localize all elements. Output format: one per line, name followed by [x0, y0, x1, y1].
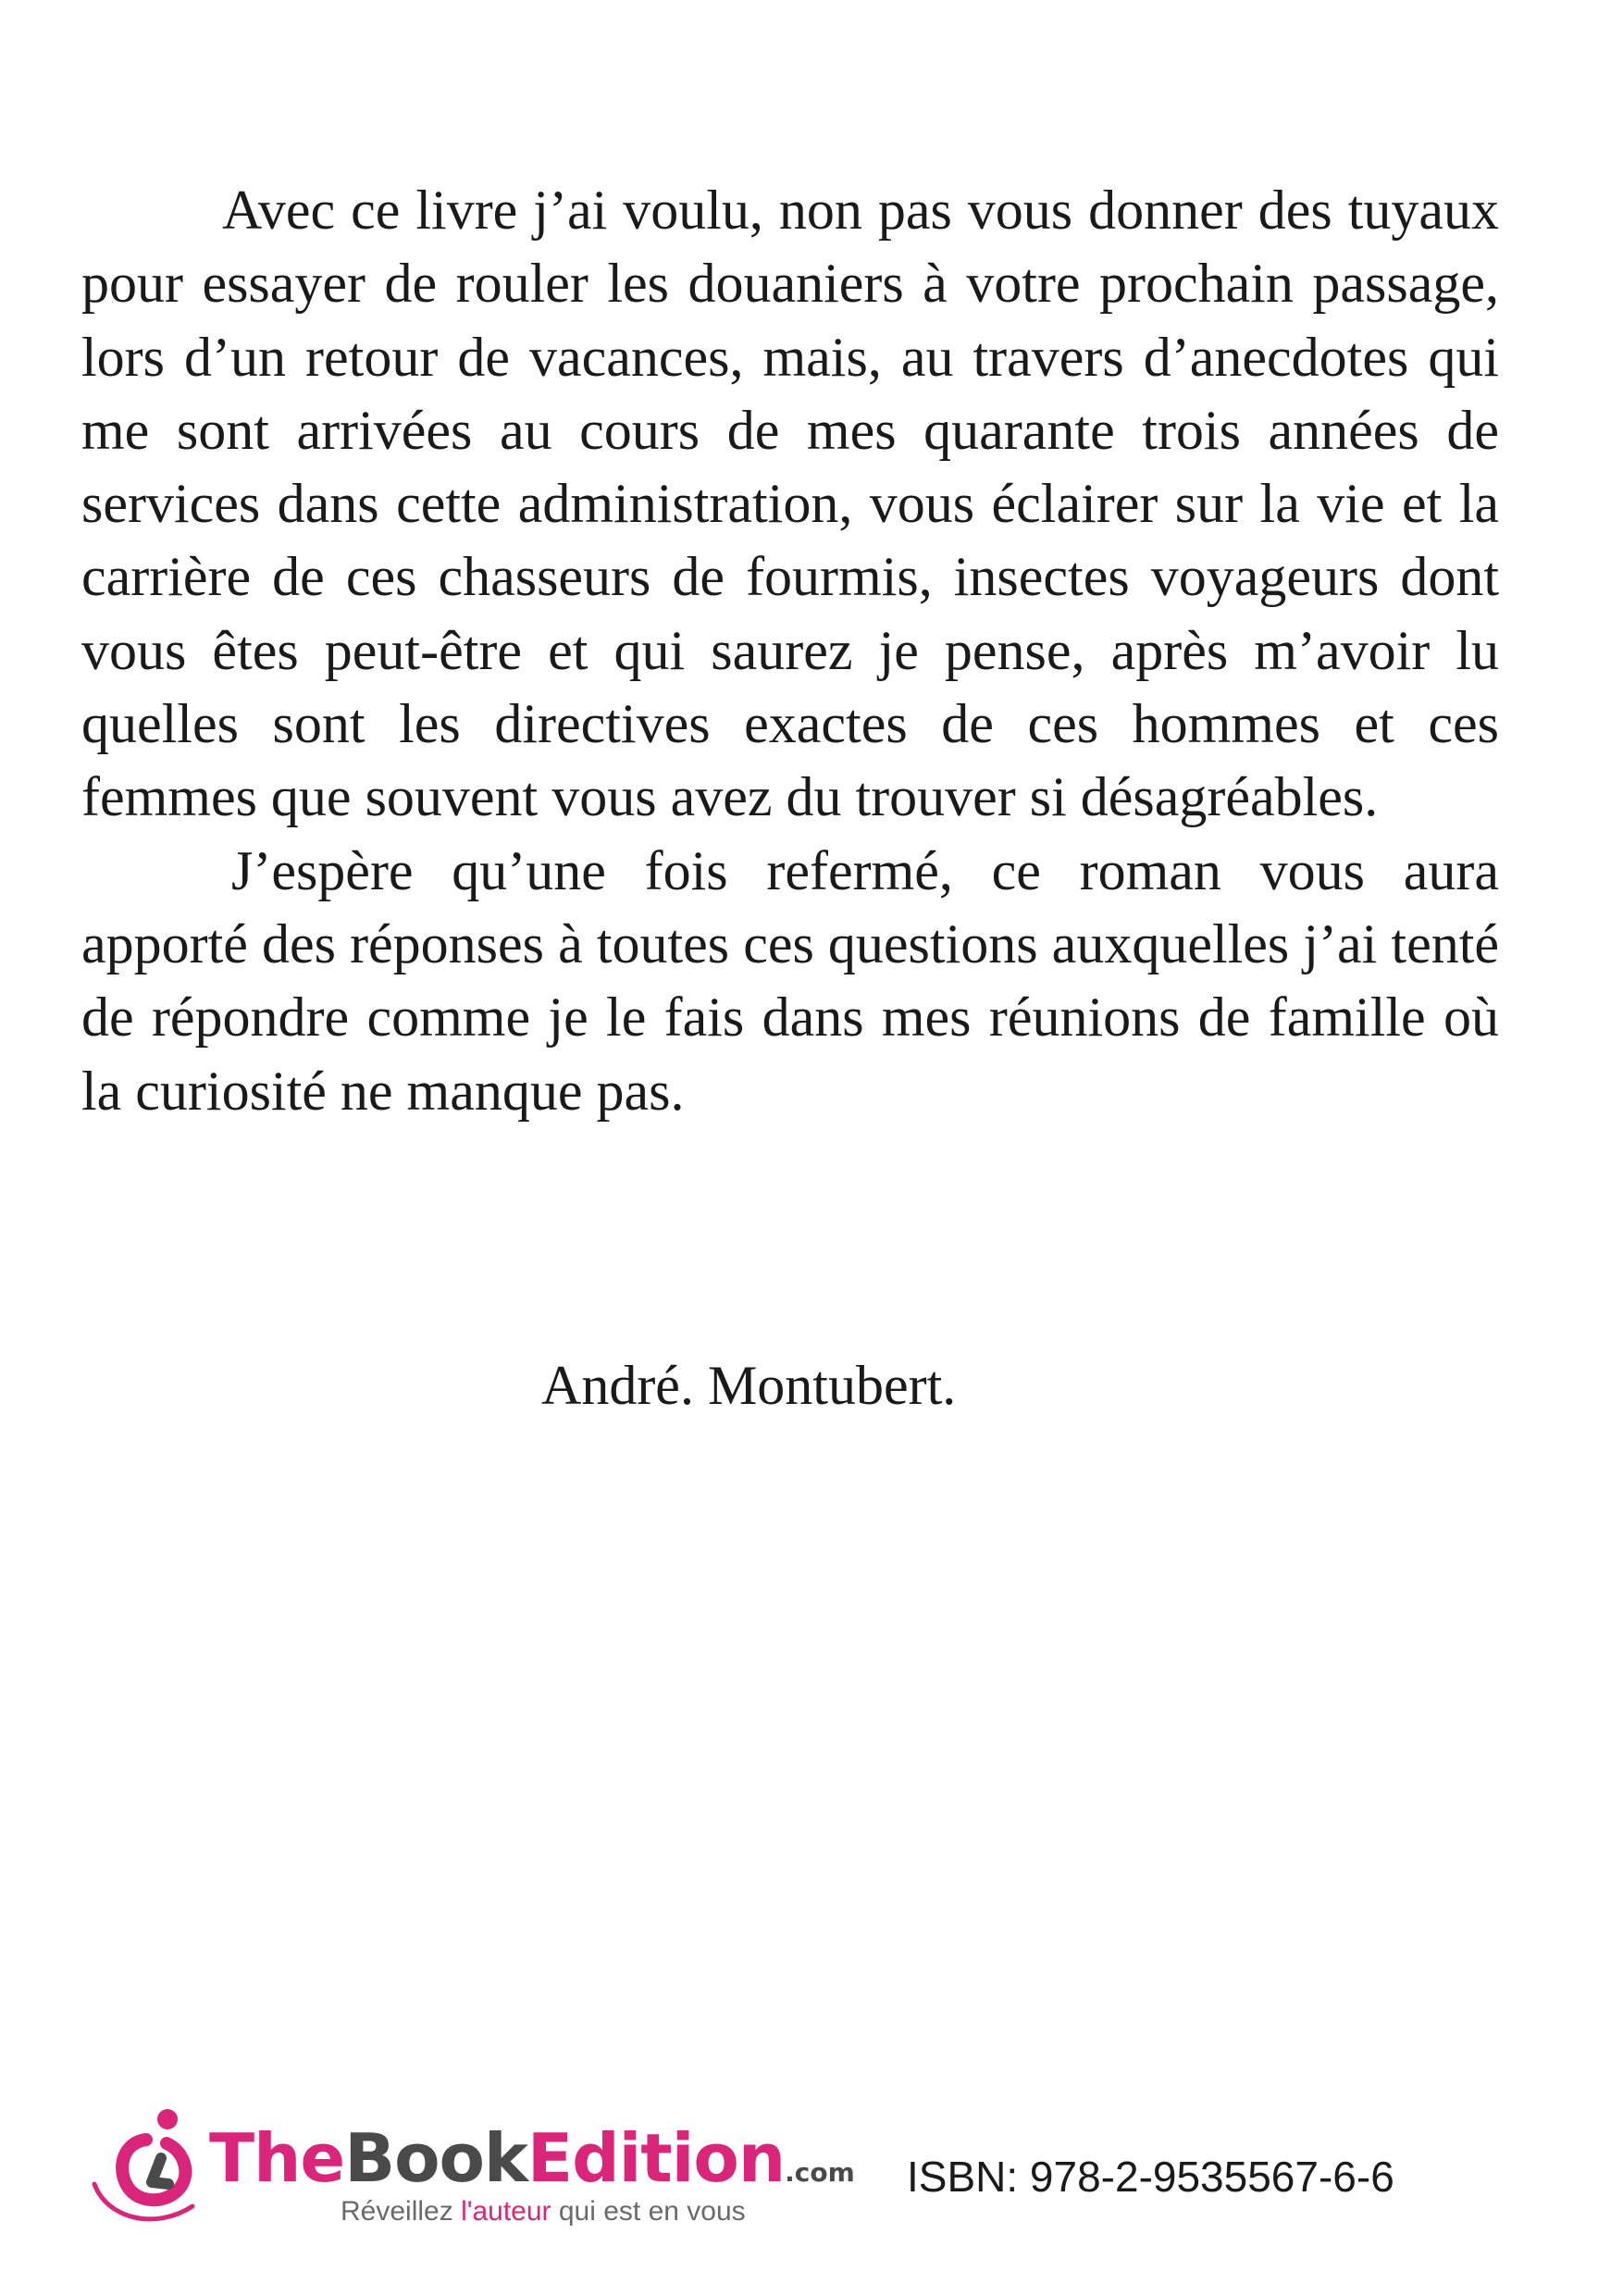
tagline-start: Réveillez	[341, 2196, 462, 2227]
author-signature: André. Montubert.	[541, 1355, 957, 1416]
tagline-end: qui est en vous	[551, 2196, 746, 2227]
isbn-number: ISBN: 978-2-9535567-6-6	[907, 2153, 1394, 2201]
publisher-tagline	[341, 2195, 746, 2228]
wordmark-book: Book	[344, 2119, 527, 2197]
wordmark-the: The	[209, 2119, 345, 2197]
wordmark-edition: Edition	[527, 2119, 786, 2197]
blurb-paragraph-1: Avec ce livre j’ai voulu, non pas vous donner des tuyaux pour essayer de rouler les douaniers à votre prochain passage, lors d’un retour de vacances, mais, au travers d’anecdotes qui me sont arrivées au cours de mes quarante trois années de services dans cette administration, vous éclairer sur la vie et la carrière de ces chasseurs de fourmis, insectes voyageurs dont vous êtes peut-être et qui saurez je pense, après m’avoir lu quelles sont les directives exactes de ces hommes et ces femmes que souvent vous avez du trouver si désagréables.	[81, 180, 1499, 828]
blurb-paragraph-2: J’espère qu’une fois refermé, ce roman vous aura apporté des réponses à toutes ces questions auxquelles j’ai tenté de répondre comme je le fais dans mes réunions de famille où la curiosité ne manque pas.	[81, 839, 1499, 1122]
publisher-logo	[91, 2103, 855, 2241]
person-ring-icon	[91, 2103, 211, 2232]
tagline-accent: l'auteur	[461, 2196, 551, 2227]
wordmark-com: .com	[785, 2157, 855, 2188]
blurb-text	[81, 174, 1499, 1128]
